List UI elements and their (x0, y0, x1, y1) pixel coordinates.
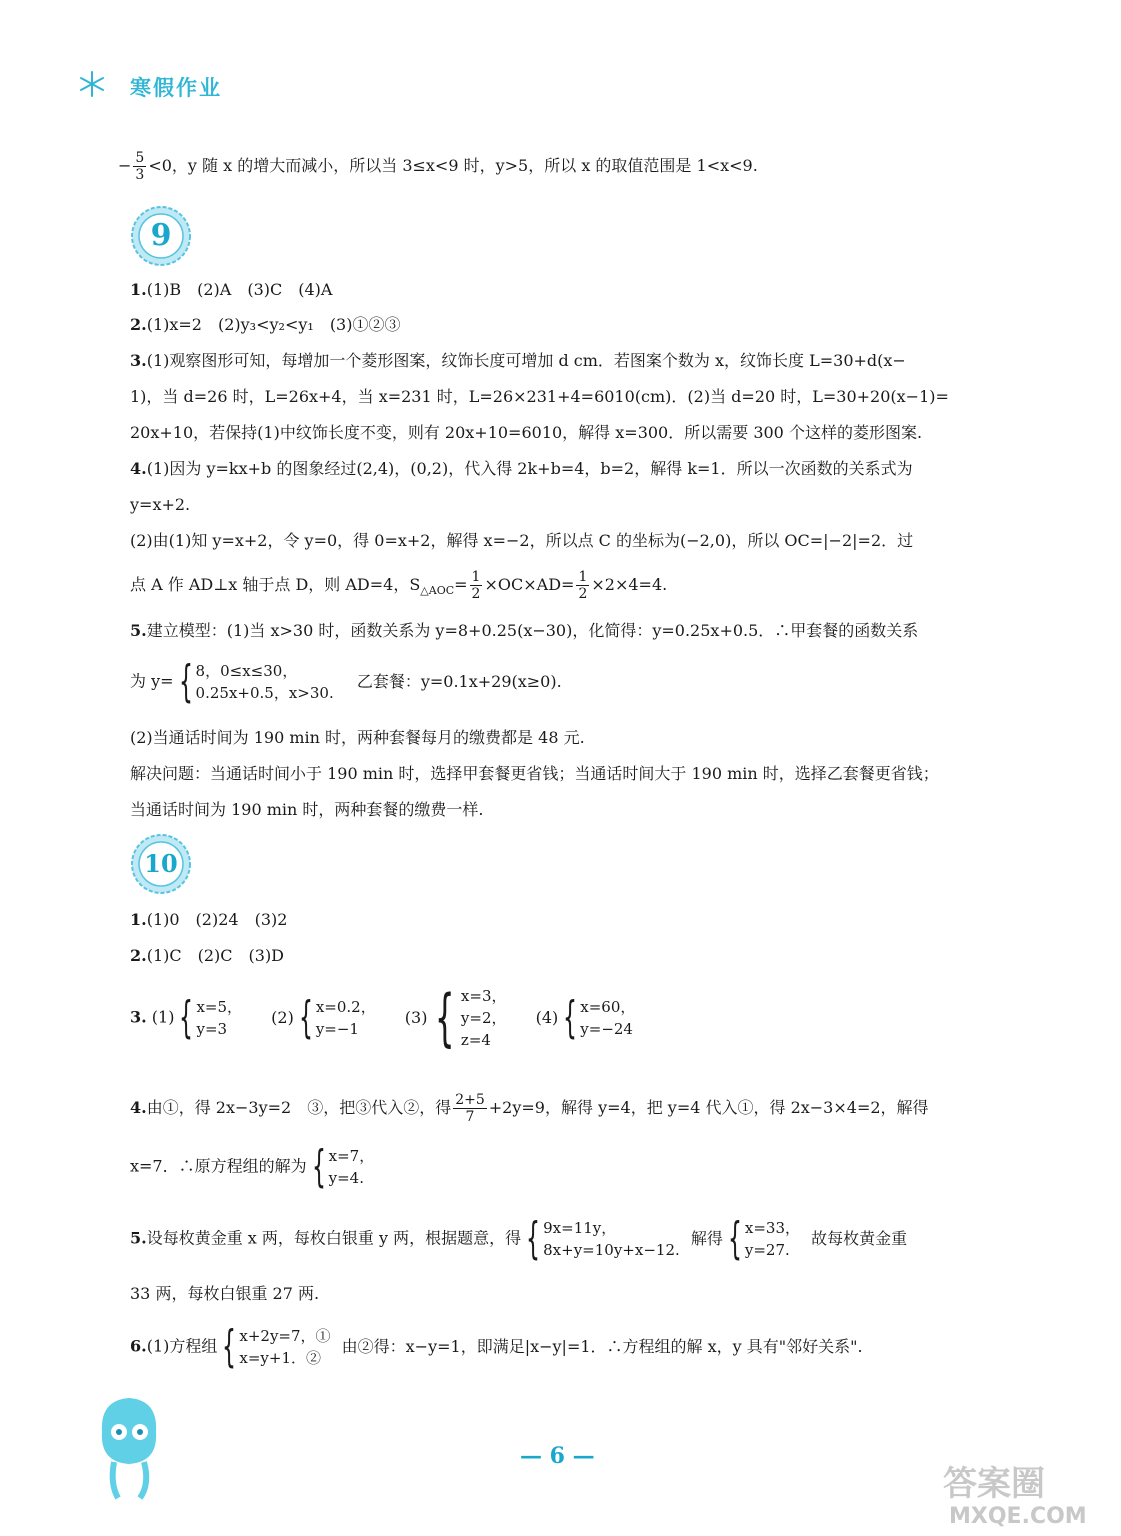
q-num: 2. (130, 946, 147, 965)
q-text: 由①，得 2x−3y=2 ③，把③代入②，得 (146, 1098, 452, 1117)
section-10-number: 10 (144, 849, 178, 878)
sys-row: x=60， (580, 998, 636, 1016)
q-num: 5. (130, 1228, 147, 1248)
q-text: (1)B (2)A (3)C (4)A (146, 280, 333, 299)
watermark-logo (935, 1455, 1105, 1529)
s9-q4-line4 (130, 569, 667, 602)
sys-row: 9x=11y， (543, 1219, 617, 1237)
part-label: (4) (535, 1007, 559, 1027)
sys-row: 8x+y=10y+x−12. (543, 1241, 680, 1259)
svg-text:答案圈: 答案圈 (943, 1464, 1045, 1504)
frac-num: 2+5 (455, 1092, 485, 1108)
q-num: 4. (130, 1098, 147, 1117)
page-number: — 6 — (520, 1443, 595, 1469)
q-text: 乙套餐：y=0.1x+29(x≥0). (356, 671, 562, 691)
q-text: 故每枚黄金重 (811, 1228, 908, 1248)
sys-row: x=0.2， (315, 998, 376, 1016)
q-text: ×OC×AD= (484, 575, 575, 594)
subscript: △AOC (420, 584, 455, 598)
q-text: 解得 (690, 1228, 723, 1248)
q-text: 建立模型：(1)当 x>30 时，函数关系为 y=8+0.25(x−30)，化简得：y=0.25x+0.5．∴甲套餐的函数关系 (146, 621, 919, 640)
q-num: 6. (130, 1336, 147, 1356)
s10-q6-line1 (130, 1321, 863, 1372)
system (745, 1217, 800, 1261)
s9-q5-line2 (130, 656, 562, 707)
brace-icon: { (563, 992, 578, 1043)
q-text: 设每枚黄金重 x 两，每枚白银重 y 两，根据题意，得 (146, 1228, 522, 1248)
part-label: (3) (404, 1007, 428, 1027)
sys-row: 0.25x+0.5，x>30. (195, 684, 334, 702)
q-num: 1. (130, 910, 147, 929)
section-9-badge (130, 205, 192, 267)
sys-row: x=3， (460, 987, 507, 1005)
sys-row: y=2， (460, 1009, 507, 1027)
q-text: 点 A 作 AD⊥x 轴于点 D，则 AD=4，S (130, 575, 421, 594)
s10-q3 (130, 981, 636, 1054)
sys-row: y=3 (196, 1020, 228, 1038)
q-text: (1)观察图形可知，每增加一个菱形图案，纹饰长度可增加 d cm．若图案个数为 x，纹饰长度 L=30+d(x− (146, 351, 906, 370)
system (316, 996, 376, 1040)
q-num: 1. (130, 280, 147, 299)
fraction (470, 569, 483, 602)
s9-q4-line1 (130, 459, 913, 479)
s10-q5-line2: 33 两，每枚白银重 27 两. (130, 1284, 320, 1303)
system (543, 1217, 680, 1261)
sys-row: y=4. (328, 1169, 364, 1187)
part-label: (1) (151, 1007, 175, 1027)
intro-prefix: − (118, 156, 132, 175)
q-num: 3. (130, 1007, 147, 1027)
brace-icon: { (727, 1213, 742, 1264)
brace-icon: { (526, 1213, 541, 1264)
s9-q5-line4: 解决问题：当通话时间小于 190 min 时，选择甲套餐更省钱；当通话时间大于 190 min 时，选择乙套餐更省钱； (130, 764, 939, 783)
sys-row: y=27. (744, 1241, 790, 1259)
frac-num: 5 (135, 150, 145, 166)
intro-text: <0，y 随 x 的增大而减小，所以当 3≤x<9 时，y>5，所以 x 的取值范围是 1<x<9. (148, 156, 758, 175)
q-text: ×2×4=4. (591, 575, 668, 594)
fraction (576, 569, 589, 602)
system (239, 1325, 330, 1369)
s9-q5-line5: 当通话时间为 190 min 时，两种套餐的缴费一样. (130, 800, 484, 819)
q-text: (1)因为 y=kx+b 的图象经过(2,4)，(0,2)，代入得 2k+b=4，b=2，解得 k=1．所以一次函数的关系式为 (146, 459, 913, 478)
part-label: (2) (271, 1007, 294, 1027)
s10-q5-line1 (130, 1213, 908, 1264)
frac-num: 1 (578, 569, 588, 585)
sys-row: x+2y=7，① (239, 1327, 331, 1345)
sys-row: y=−1 (315, 1020, 359, 1038)
q-num: 2. (130, 315, 147, 334)
brace-icon: { (298, 992, 313, 1043)
s9-q4-line3: (2)由(1)知 y=x+2，令 y=0，得 0=x+2，解得 x=−2，所以点 C 的坐标为(−2,0)，所以 OC=|−2|=2．过 (130, 531, 914, 550)
q-text: (1)0 (2)24 (3)2 (146, 910, 288, 929)
sys-row: z=4 (460, 1031, 491, 1049)
fraction (453, 1092, 487, 1125)
snowflake-icon (78, 70, 106, 98)
q-text: (1)x=2 (2)y₃<y₂<y₁ (3)①②③ (146, 315, 401, 334)
s9-q4-line2: y=x+2. (130, 495, 191, 514)
piecewise-system (196, 660, 334, 704)
q-text: 为 y= (130, 671, 174, 691)
s10-q2 (130, 946, 284, 966)
system (329, 1145, 375, 1189)
q-text: 由②得：x−y=1，即满足|x−y|=1．∴方程组的解 x，y 具有"邻好关系". (341, 1336, 863, 1356)
frac-num: 1 (471, 569, 481, 585)
brace-icon: { (179, 992, 194, 1043)
q-text: x=7．∴原方程组的解为 (130, 1156, 307, 1176)
brace-icon: { (435, 981, 456, 1054)
sys-row: x=7， (328, 1147, 375, 1165)
sys-row: x=5， (196, 998, 243, 1016)
brace-icon: { (178, 656, 193, 707)
system (580, 996, 635, 1040)
s9-q2 (130, 315, 400, 335)
s9-q3-line1 (130, 351, 906, 371)
intro-fraction (133, 150, 146, 183)
q-num: 4. (130, 459, 147, 478)
frac-den: 2 (578, 586, 588, 602)
section-10-badge (130, 833, 192, 895)
section-9-number: 9 (150, 218, 172, 253)
sys-row: y=−24 (580, 1020, 633, 1038)
q-text: = (454, 575, 468, 594)
brace-icon: { (311, 1141, 326, 1192)
q-num: 5. (130, 621, 147, 640)
system (196, 996, 242, 1040)
brace-icon: { (222, 1321, 237, 1372)
q-text: (1)C (2)C (3)D (146, 946, 285, 965)
q-text: (1)方程组 (146, 1336, 218, 1356)
header-title: 寒假作业 (130, 76, 222, 100)
sys-row: x=33， (744, 1219, 800, 1237)
sys-row: x=y+1．② (239, 1349, 321, 1367)
s9-q5-line3: (2)当通话时间为 190 min 时，两种套餐每月的缴费都是 48 元. (130, 728, 585, 747)
q-num: 3. (130, 351, 147, 370)
frac-den: 7 (465, 1109, 475, 1125)
mascot-icon (92, 1392, 166, 1502)
intro-line (118, 150, 758, 183)
s9-q3-line3: 20x+10，若保持(1)中纹饰长度不变，则有 20x+10=6010，解得 x=300．所以需要 300 个这样的菱形图案. (130, 423, 923, 442)
s10-q4-line2 (130, 1141, 375, 1192)
frac-den: 3 (135, 167, 145, 183)
s10-q4-line1 (130, 1092, 929, 1125)
svg-text:MXQE.COM: MXQE.COM (949, 1504, 1087, 1529)
frac-den: 2 (471, 586, 481, 602)
system (461, 985, 507, 1051)
s9-q3-line2: 1)，当 d=26 时，L=26x+4，当 x=231 时，L=26×231+4=6010(cm)．(2)当 d=20 时，L=30+20(x−1)= (130, 387, 949, 406)
s10-q1 (130, 910, 287, 930)
q-text: +2y=9，解得 y=4，把 y=4 代入①，得 2x−3×4=2，解得 (488, 1098, 929, 1117)
s9-q5-line1 (130, 621, 918, 641)
s9-q1 (130, 280, 332, 300)
sys-row: 8，0≤x≤30， (195, 662, 298, 680)
